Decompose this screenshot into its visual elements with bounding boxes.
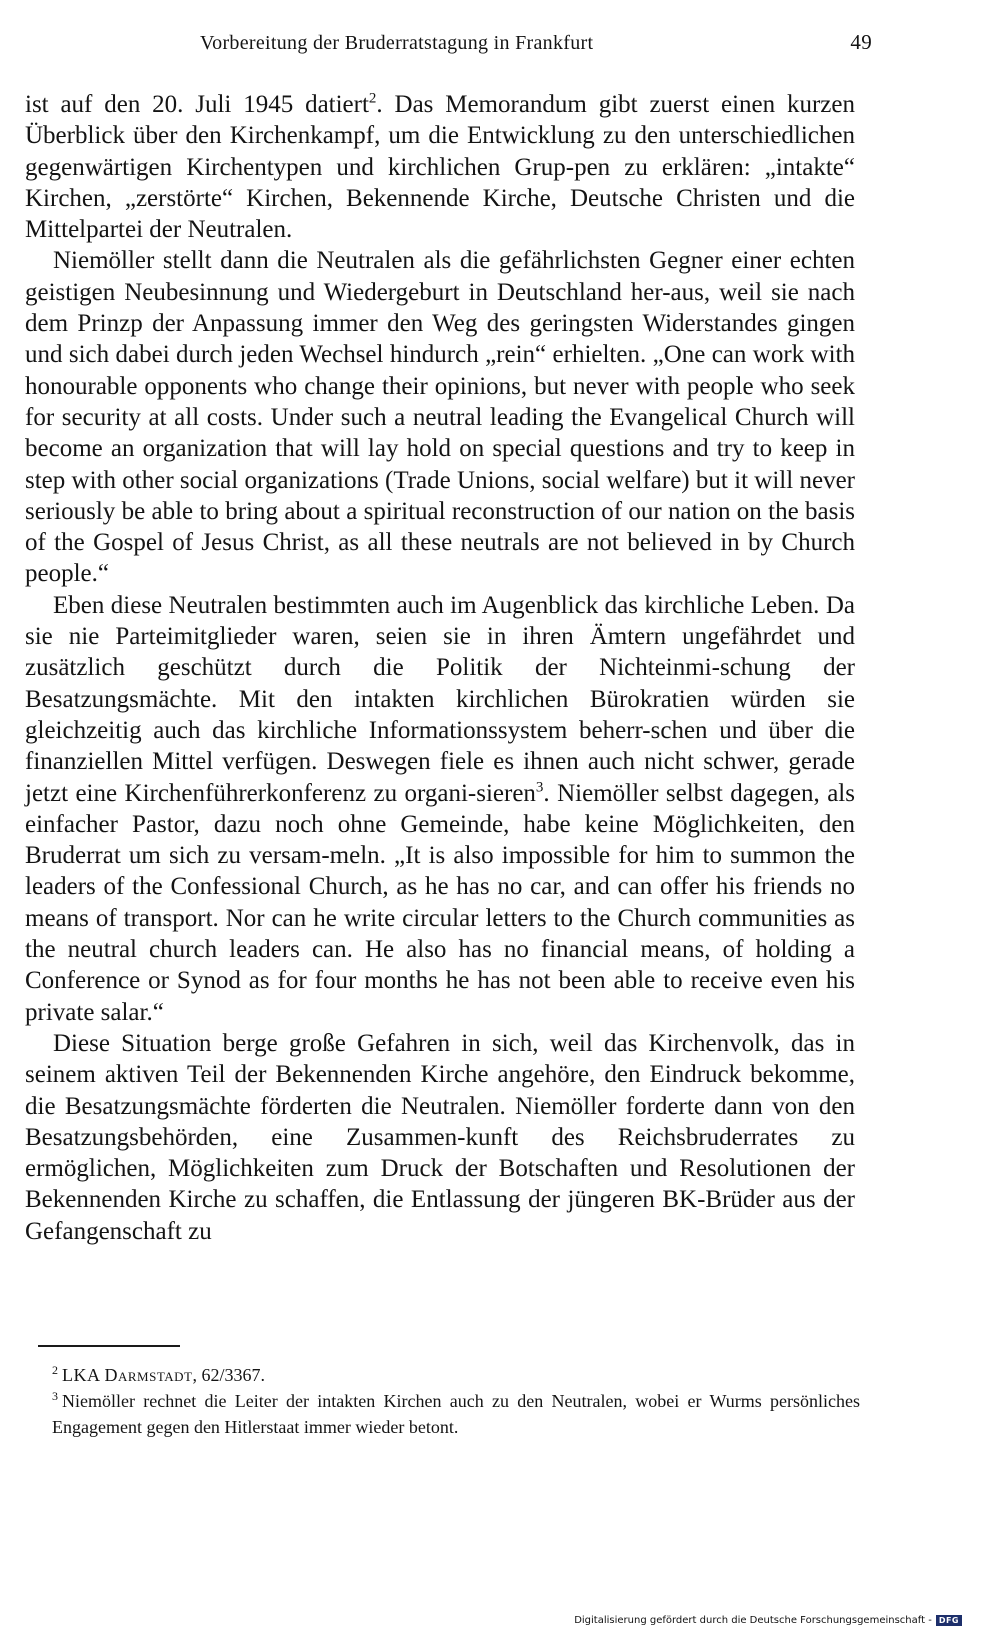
paragraph-4: Diese Situation berge große Gefahren in sich, weil das Kirchenvolk, das in seinem aktiven Teil der Bekennenden Kirche angehöre, den Eindruck bekomme, die Besatzungsmächte förderten die Neutralen. Niemöller forderte dann von den Besatzungsbehörden, eine Zusammen-kunft des Reichsbruderrates zu ermöglichen, Möglichkeiten zum Druck der Botschaften und Resolutionen der Bekennenden Kirche zu schaffen, die Entlassung der jüngeren BK-Brüder aus der Gefangenschaft zu xyxy=(25,1029,855,1245)
footnote-3-number: 3 xyxy=(52,1389,58,1403)
credit-text: Digitalisierung gefördert durch die Deutsche Forschungsgemeinschaft - xyxy=(574,1615,932,1626)
footnote-2-text: , 62/3367. xyxy=(192,1365,265,1385)
footnote-ref-3[interactable]: 3 xyxy=(535,779,544,796)
paragraph-1-part-b: . Das Memorandum gibt zuerst einen kurzen Überblick über den Kirchenkampf, um die Entwicklung zu den unterschiedlichen gegenwärtigen Kirchentypen und kirchlichen Grup-pen zu erklären: „intakte“ Kirchen, „zerstörte“ Kirchen, Bekennende Kirche, Deutsche Christen und die Mittelpartei der Neutralen. xyxy=(25,91,855,244)
paragraph-2: Niemöller stellt dann die Neutralen als die gefährlichsten Gegner einer echten geistigen Neubesinnung und Wiedergeburt in Deutschland her-aus, weil sie nach dem Prinzp der Anpassung immer den Weg des geringsten Widerstandes gingen und sich dabei durch jeden Wechsel hindurch „rein“ erhielten. „One can work with honourable opponents who change their opinions, but never with people who seek for security at all costs. Under such a neutral leading the Evangelical Church will become an organization that will lay hold on special questions and try to keep in step with other social organizations (Trade Unions, social welfare) but it will never seriously be able to bring about a spiritual reconstruction of our nation on the basis of the Gospel of Jesus Christ, as all these neutrals are not believed in by Church people.“ xyxy=(25,247,855,588)
main-text xyxy=(25,89,855,1247)
paragraph-3-part-a: Eben diese Neutralen bestimmten auch im Augenblick das kirchliche Leben. Da sie nie Parteimitglieder waren, seien sie in ihren Ämtern ungefährdet und zusätzlich geschützt durch die Politik der Nichteinmi-schung der Besatzungsmächte. Mit den intakten kirchlichen Bürokratien würden sie gleichzeitig auch das kirchliche Informationssystem beherr-schen und über die finanziellen Mittel verfügen. Deswegen fiele es ihnen auch nicht schwer, gerade jetzt eine Kirchenführerkonferenz zu organi-sieren xyxy=(25,591,855,807)
footnote-3-text: Niemöller rechnet die Leiter der intakten Kirchen auch zu den Neutralen, wobei er Wurms persönliches Engagement gegen den Hitlerstaat immer wieder betont. xyxy=(52,1391,860,1437)
page-number: 49 xyxy=(850,30,872,54)
footnote-ref-2[interactable]: 2 xyxy=(368,90,377,107)
paragraph-1 xyxy=(25,89,855,245)
paragraph-3-part-b: . Niemöller selbst dagegen, als einfacher Pastor, dazu noch ohne Gemeinde, habe keine Möglichkeiten, den Bruderrat um sich zu versam-meln. „It is also impossible for him to summon the leaders of the Confessional Church, as he has no car, and can offer his friends no means of transport. Nor can he write circular letters to the Church communities as the neutral church leaders can. He also has no financial means, of holding a Conference or Synod as for four months he has not been able to receive even his private salar.“ xyxy=(25,779,855,1026)
paragraph-1-part-a: ist auf den 20. Juli 1945 datiert xyxy=(25,91,369,118)
digitization-credit xyxy=(574,1615,962,1626)
footnote-3 xyxy=(30,1388,860,1440)
running-header xyxy=(200,30,872,55)
footnote-2-archive: LKA Darmstadt xyxy=(62,1365,193,1385)
paragraph-3 xyxy=(25,590,855,1028)
footnote-divider xyxy=(38,1345,180,1347)
running-title: Vorbereitung der Bruderratstagung in Frankfurt xyxy=(200,32,594,54)
dfg-logo: DFG xyxy=(936,1615,962,1626)
footnote-2 xyxy=(30,1362,860,1388)
footnote-2-number: 2 xyxy=(52,1363,58,1377)
footnotes xyxy=(30,1362,860,1440)
